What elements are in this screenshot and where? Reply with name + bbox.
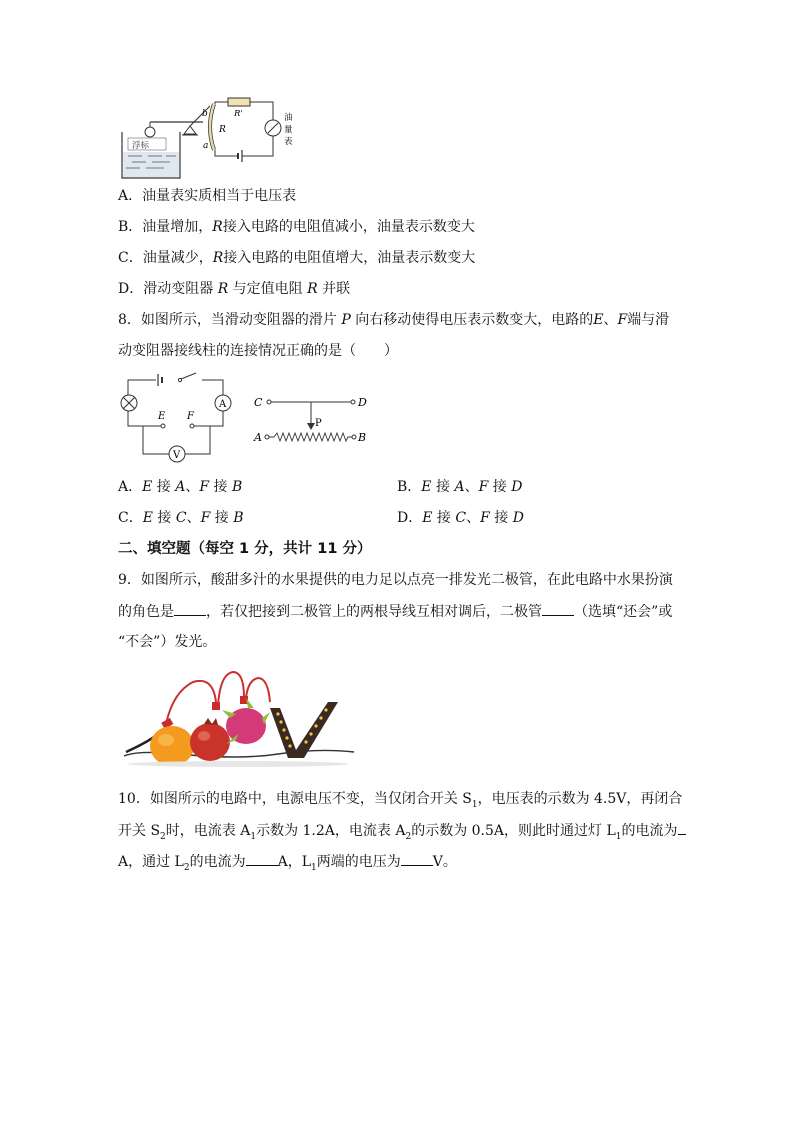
q9-blank-2[interactable] (542, 601, 574, 616)
q10-blank-3[interactable] (401, 851, 433, 866)
q7-option-d: D．滑动变阻器 R 与定值电阻 R 并联 (118, 281, 351, 297)
section-heading: 二、填空题（每空 1 分，共计 11 分） (118, 541, 372, 557)
q8-stem-line2: 动变阻器接线柱的连接情况正确的是（ ） (118, 343, 398, 359)
label-b: b (202, 109, 208, 119)
q8-option-a: A．E 接 A、F 接 B (118, 479, 243, 495)
rheostat-terminal-C: C (254, 396, 263, 409)
q8-option-c: C．E 接 C、F 接 B (118, 510, 244, 526)
q9-line2: 的角色是 ，若仅把接到二极管上的两根导线互相对调后，二极管 （选填“还会”或 (118, 601, 672, 622)
q10-line2: 开关 $S_2$时，电流表 $A_1$示数为 1.2A，电流表 $A_2$的示数为 0.5A，则此时通过灯 $L_1$的电流为 (118, 820, 686, 847)
terminal-F: F (187, 411, 194, 422)
fruit-battery-photo (118, 662, 360, 768)
q8-rheostat-figure (252, 390, 372, 446)
ammeter-label: A (219, 399, 227, 410)
q9-line1: 9．如图所示，酸甜多汁的水果提供的电力足以点亮一排发光二极管，在此电路中水果扮演 (118, 572, 673, 588)
q10-line3: A，通过 $L_2$的电流为 A，$L_1$两端的电压为 V。 (118, 851, 457, 878)
float-label: 浮标 (132, 141, 150, 151)
slider-P: P (315, 418, 322, 429)
meter-label-1: 油 (284, 113, 293, 123)
q7-option-b: B．油量增加，R接入电路的电阻值减小，油量表示数变大 (118, 219, 475, 235)
label-R-prime: R' (234, 109, 243, 119)
q8-option-b: B．E 接 A、F 接 D (397, 479, 523, 495)
q10-blank-1[interactable] (678, 820, 686, 835)
rheostat-terminal-D: D (358, 396, 367, 409)
meter-label-2: 量 (284, 125, 293, 135)
label-a: a (203, 141, 209, 151)
q7-option-c: C．油量减少，R接入电路的电阻值增大，油量表示数变大 (118, 250, 476, 266)
label-R: R (219, 125, 226, 135)
q9-line3: “不会”）发光。 (118, 634, 217, 650)
fuel-gauge-circuit-figure (118, 92, 308, 182)
voltmeter-label: V (173, 450, 181, 461)
q9-blank-1[interactable] (174, 601, 206, 616)
q8-circuit-figure (118, 368, 243, 468)
q7-option-a: A．油量表实质相当于电压表 (118, 188, 297, 204)
terminal-E: E (158, 411, 166, 422)
meter-label-3: 表 (284, 137, 293, 147)
q10-blank-2[interactable] (246, 851, 278, 866)
q10-line1: 10．如图所示的电路中，电源电压不变，当仅闭合开关 $S_1$，电压表的示数为 4.5V，再闭合 (118, 791, 683, 810)
rheostat-terminal-B: B (358, 431, 367, 444)
q8-stem-line1: 8．如图所示，当滑动变阻器的滑片 P 向右移动使得电压表示数变大，电路的E、F端与滑 (118, 312, 670, 328)
rheostat-terminal-A: A (254, 431, 262, 444)
q8-option-d: D．E 接 C、F 接 D (397, 510, 524, 526)
